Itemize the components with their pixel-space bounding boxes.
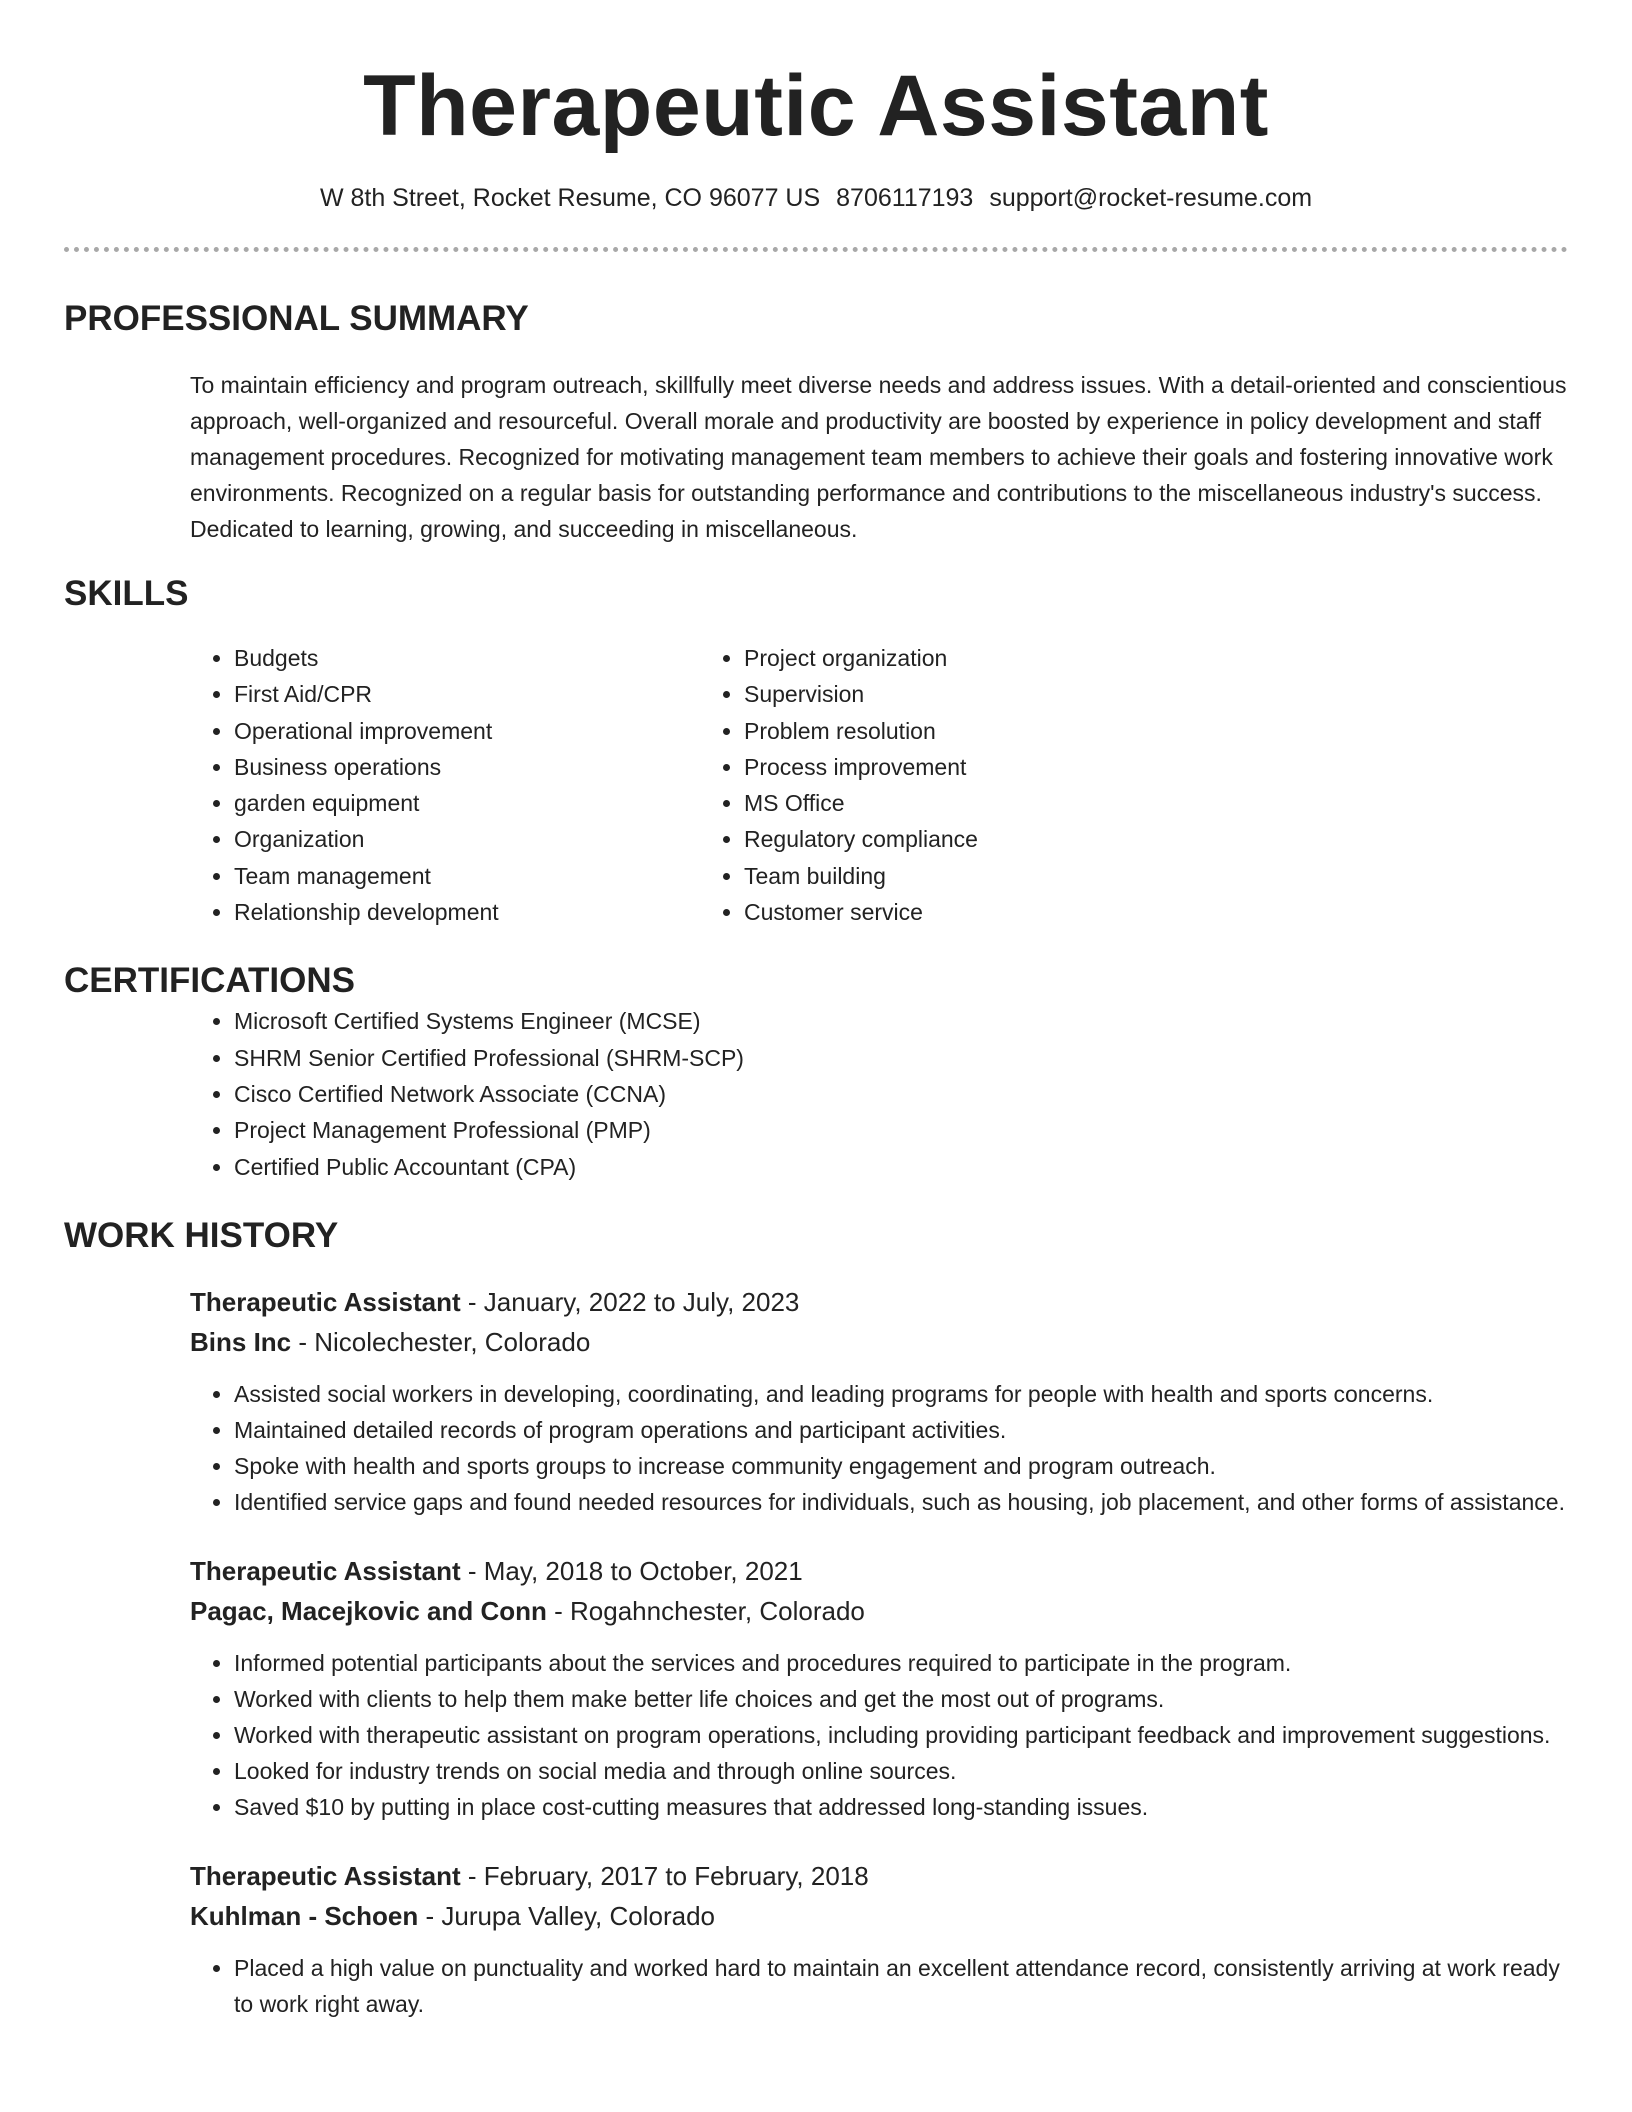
job-location: - Nicolechester, Colorado — [291, 1326, 591, 1357]
skill-item: • Supervision — [744, 676, 1254, 712]
job-spacer — [190, 1825, 1568, 1858]
job-bullet: • Looked for industry trends on social media and through online sources. — [234, 1753, 1568, 1789]
certification-item: • Cisco Certified Network Associate (CCNA) — [234, 1076, 1568, 1112]
skill-item: • MS Office — [744, 785, 1254, 821]
job-bullet: • Placed a high value on punctuality and worked hard to maintain an excellent attendance record, consistently arriving at work ready to work right away. — [234, 1950, 1568, 2022]
job-bullets — [190, 1376, 1568, 1520]
job-bullet: • Worked with therapeutic assistant on program operations, including providing participant feedback and improvement suggestions. — [234, 1717, 1568, 1753]
job-company-line — [190, 1898, 1568, 1934]
job-role: Therapeutic Assistant — [190, 1860, 461, 1891]
email-text: support@rocket-resume.com — [989, 184, 1313, 212]
job-entry — [190, 1858, 1568, 2022]
job-dates: - January, 2022 to July, 2023 — [460, 1286, 800, 1317]
skills-left-column — [64, 640, 574, 930]
skill-item: • First Aid/CPR — [234, 676, 574, 712]
certification-item: • Microsoft Certified Systems Engineer (MCSE) — [234, 1003, 1568, 1039]
job-company-line — [190, 1324, 1568, 1360]
skills-list — [64, 640, 1568, 930]
certification-item: • Project Management Professional (PMP) — [234, 1112, 1568, 1148]
address-text: W 8th Street, Rocket Resume, CO 96077 US — [319, 184, 821, 212]
summary-text: To maintain efficiency and program outreach, skillfully meet diverse needs and address issues. With a detail-oriented and conscientious approach, well-organized and resourceful. Overall morale and productivity are boosted by experience in policy development and staff management procedures. Recognized for motivating management team members to achieve their goals and fostering innovative work environments. Recognized on a regular basis for outstanding performance and contributions to the miscellaneous industry's success. Dedicated to learning, growing, and succeeding in miscellaneous. — [190, 372, 1567, 542]
skill-item: • garden equipment — [234, 785, 574, 821]
certification-item: • SHRM Senior Certified Professional (SHRM-SCP) — [234, 1040, 1568, 1076]
job-bullet: • Spoke with health and sports groups to increase community engagement and program outreach. — [234, 1448, 1568, 1484]
skill-item: • Process improvement — [744, 749, 1254, 785]
job-role: Therapeutic Assistant — [190, 1286, 461, 1317]
job-bullet: • Maintained detailed records of program operations and participant activities. — [234, 1412, 1568, 1448]
job-company: Pagac, Macejkovic and Conn — [190, 1595, 547, 1626]
skill-item: • Budgets — [234, 640, 574, 676]
job-entry — [190, 1284, 1568, 1553]
phone-text: 8706117193 — [836, 184, 974, 212]
job-company-line — [190, 1593, 1568, 1629]
skills-heading: SKILLS — [64, 574, 189, 613]
skill-item: • Problem resolution — [744, 713, 1254, 749]
job-dates: - May, 2018 to October, 2021 — [460, 1555, 803, 1586]
contact-line — [64, 182, 1568, 214]
job-bullet: • Saved $10 by putting in place cost-cutting measures that addressed long-standing issues. — [234, 1789, 1568, 1825]
certifications-list — [64, 1003, 1568, 1184]
summary-heading: PROFESSIONAL SUMMARY — [64, 299, 529, 338]
job-spacer — [190, 1520, 1568, 1553]
job-entry — [190, 1553, 1568, 1858]
skill-item: • Team management — [234, 858, 574, 894]
job-title-line — [190, 1284, 1568, 1320]
certifications-heading: CERTIFICATIONS — [64, 961, 356, 1001]
job-location: - Rogahnchester, Colorado — [546, 1595, 865, 1626]
job-title-line — [190, 1858, 1568, 1894]
skill-item: • Business operations — [234, 749, 574, 785]
skill-item: • Customer service — [744, 894, 1254, 930]
skill-item: • Regulatory compliance — [744, 821, 1254, 857]
skill-item: • Organization — [234, 821, 574, 857]
job-bullets — [190, 1950, 1568, 2022]
job-title-line — [190, 1553, 1568, 1589]
job-dates: - February, 2017 to February, 2018 — [460, 1860, 869, 1891]
skill-item: • Team building — [744, 858, 1254, 894]
job-location: - Jurupa Valley, Colorado — [418, 1900, 715, 1931]
skills-right-column — [574, 640, 1254, 930]
job-bullet: • Worked with clients to help them make better life choices and get the most out of programs. — [234, 1681, 1568, 1717]
job-role: Therapeutic Assistant — [190, 1555, 461, 1586]
skill-item: • Operational improvement — [234, 713, 574, 749]
skill-item: • Relationship development — [234, 894, 574, 930]
skill-item: • Project organization — [744, 640, 1254, 676]
header-divider — [64, 247, 1568, 252]
certification-item: • Certified Public Accountant (CPA) — [234, 1149, 1568, 1185]
job-bullet: • Assisted social workers in developing, coordinating, and leading programs for people with health and sports concerns. — [234, 1376, 1568, 1412]
job-company: Bins Inc — [190, 1326, 292, 1357]
work-history-heading: WORK HISTORY — [64, 1215, 339, 1255]
job-bullet: • Identified service gaps and found needed resources for individuals, such as housing, job placement, and other forms of assistance. — [234, 1484, 1568, 1520]
job-bullet: • Informed potential participants about the services and procedures required to participate in the program. — [234, 1645, 1568, 1681]
resume-name: Therapeutic Assistant — [363, 58, 1269, 154]
job-company: Kuhlman - Schoen — [190, 1900, 419, 1931]
job-bullets — [190, 1645, 1568, 1825]
